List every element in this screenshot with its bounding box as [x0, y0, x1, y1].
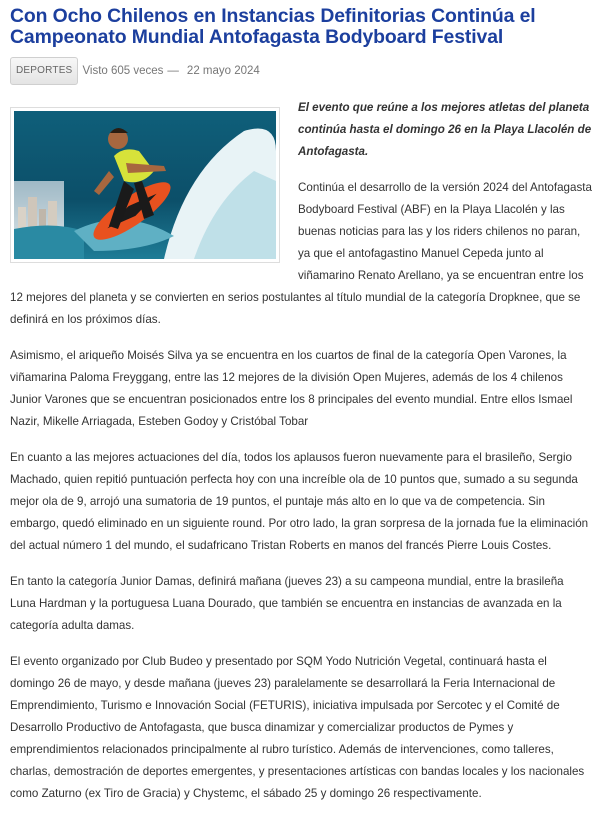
article-paragraph-4: En tanto la categoría Junior Damas, definirá mañana (jueves 23) a su campeona mundial, entre la brasileña Luna Hardman y la portuguesa Luana Dourado, que también se encuentra en instancias de avanzada en la categoría adulta damas.	[10, 575, 564, 632]
article-photo	[10, 107, 280, 263]
view-count: Visto 605 veces	[82, 65, 164, 77]
article-paragraph-1: Continúa el desarrollo de la versión 2024 del Antofagasta Bodyboard Festival (ABF) en la Playa Llacolén y las buenas noticias para las y los riders chilenos no paran, ya que el antofagastino Manuel Cepeda junto al viñamarino Renato Arellano, ya se encuentran entre los 12 mejores del planeta y se convierten en serios postulantes al título mundial de la categoría Dropknee, que se definirá en los próximos días.	[10, 181, 592, 326]
bodyboard-surfer-image	[14, 111, 276, 259]
article-meta	[10, 57, 592, 85]
category-tag[interactable]: DEPORTES	[10, 57, 78, 85]
publish-date: 22 mayo 2024	[186, 65, 260, 77]
article-title: Con Ocho Chilenos en Instancias Definitorias Continúa el Campeonato Mundial Antofagasta Bodyboard Festival	[10, 5, 536, 48]
article	[10, 6, 592, 819]
article-paragraph-2: Asimismo, el ariqueño Moisés Silva ya se encuentra en los cuartos de final de la categoría Open Varones, la viñamarina Paloma Freyggang, entre las 12 mejores de la división Open Mujeres, además de los 4 chilenos Junior Varones que se encuentran posicionados entre los 8 principales del evento mundial. Entre ellos Ismael Nazir, Mikelle Arriagada, Esteben Godoy y Cristóbal Tobar	[10, 349, 573, 428]
article-paragraph-3: En cuanto a las mejores actuaciones del día, todos los aplausos fueron nuevamente para el brasileño, Sergio Machado, quien repitió puntuación perfecta hoy con una increíble ola de 10 puntos que, sumado a su segunda mejor ola de 9, arrojó una sumatoria de 19 puntos, el puntaje más alto en lo que va de competencia. Sin embargo, quedó eliminado en un siguiente round. Por otro lado, la gran sorpresa de la jornada fue la eliminación del actual número 1 del mundo, el sudafricano Tristan Roberts en manos del francés Pierre Louis Costes.	[10, 451, 589, 552]
article-body	[10, 97, 592, 805]
article-lead: El evento que reúne a los mejores atletas del planeta continúa hasta el domingo 26 en la Playa Llacolén de Antofagasta.	[298, 101, 592, 158]
article-paragraph-5: El evento organizado por Club Budeo y presentado por SQM Yodo Nutrición Vegetal, continuará hasta el domingo 26 de mayo, y desde mañana (jueves 23) paralelamente se desarrollará la Feria Internacional de Emprendimiento, Turismo e Innovación Social (FETURIS), iniciativa impulsada por Sercotec y el Comité de Desarrollo Productivo de Antofagasta, que busca dinamizar y comercializar productos de Pymes y emprendimientos relacionados principalmente al rubro turístico. Además de intervenciones, como talleres, charlas, demostración de deportes emergentes, y presentaciones artísticas con bandas locales y los nacionales como Zaturno (ex Tiro de Gracia) y Chystemc, el sábado 25 y domingo 26 respectivamente.	[10, 655, 585, 800]
meta-separator: —	[167, 65, 179, 77]
